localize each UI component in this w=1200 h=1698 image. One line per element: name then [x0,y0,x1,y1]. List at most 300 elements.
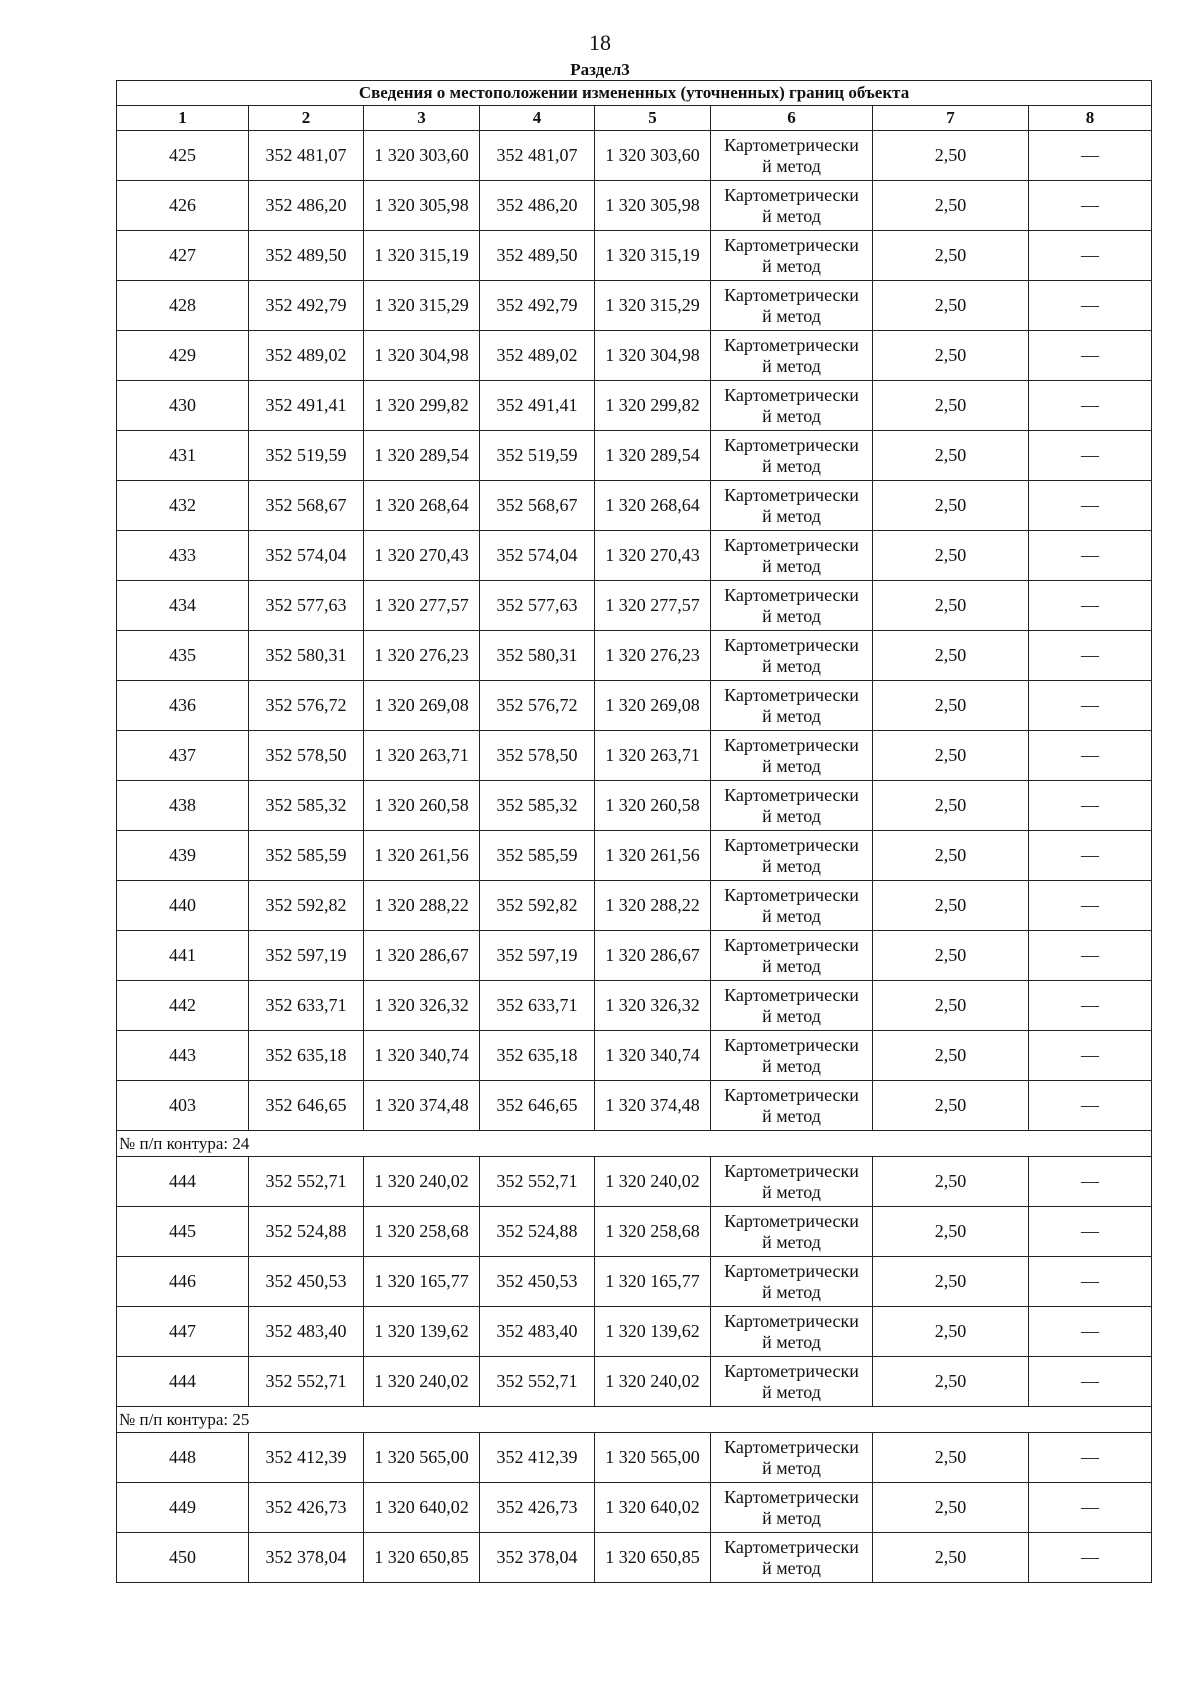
x-new: 352 491,41 [480,381,595,431]
x-old: 352 576,72 [249,681,364,731]
method-text: й метод [762,855,821,876]
column-8-value: — [1029,381,1152,431]
method-text: й метод [762,1507,821,1528]
x-new: 352 585,32 [480,781,595,831]
x-old: 352 585,59 [249,831,364,881]
method-text: й метод [762,305,821,326]
x-old: 352 486,20 [249,181,364,231]
column-8-value: — [1029,231,1152,281]
y-old: 1 320 286,67 [364,931,480,981]
x-new: 352 378,04 [480,1533,595,1583]
y-old: 1 320 276,23 [364,631,480,681]
x-old: 352 578,50 [249,731,364,781]
point-number: 403 [117,1081,249,1131]
x-old: 352 519,59 [249,431,364,481]
column-8-value: — [1029,1433,1152,1483]
y-old: 1 320 315,29 [364,281,480,331]
y-new: 1 320 276,23 [595,631,711,681]
column-number: 1 [117,106,249,131]
y-old: 1 320 270,43 [364,531,480,581]
column-8-value: — [1029,531,1152,581]
table-row [117,1307,1152,1357]
y-old: 1 320 326,32 [364,981,480,1031]
x-new: 352 412,39 [480,1433,595,1483]
contour-row [117,1131,1152,1157]
column-8-value: — [1029,781,1152,831]
method-cell [711,1533,873,1583]
accuracy: 2,50 [873,131,1029,181]
y-new: 1 320 305,98 [595,181,711,231]
contour-label: № п/п контура: 24 [117,1131,1152,1157]
column-8-value: — [1029,1533,1152,1583]
method-text: й метод [762,955,821,976]
method-text: Картометрически [724,934,859,955]
method-cell [711,231,873,281]
table-row [117,931,1152,981]
accuracy: 2,50 [873,1483,1029,1533]
x-old: 352 597,19 [249,931,364,981]
y-new: 1 320 269,08 [595,681,711,731]
method-text: й метод [762,1181,821,1202]
x-old: 352 633,71 [249,981,364,1031]
method-cell [711,531,873,581]
method-text: Картометрически [724,534,859,555]
y-new: 1 320 640,02 [595,1483,711,1533]
point-number: 442 [117,981,249,1031]
method-cell [711,881,873,931]
column-8-value: — [1029,131,1152,181]
y-old: 1 320 269,08 [364,681,480,731]
method-text: й метод [762,1457,821,1478]
method-text: Картометрически [724,784,859,805]
table-row [117,381,1152,431]
x-new: 352 492,79 [480,281,595,331]
x-new: 352 568,67 [480,481,595,531]
y-new: 1 320 304,98 [595,331,711,381]
column-8-value: — [1029,1257,1152,1307]
x-old: 352 491,41 [249,381,364,431]
method-text: й метод [762,805,821,826]
table-row [117,281,1152,331]
column-8-value: — [1029,1207,1152,1257]
table-row [117,231,1152,281]
method-text: й метод [762,905,821,926]
accuracy: 2,50 [873,481,1029,531]
column-8-value: — [1029,1357,1152,1407]
x-old: 352 412,39 [249,1433,364,1483]
x-old: 352 378,04 [249,1533,364,1583]
method-text: Картометрически [724,1436,859,1457]
accuracy: 2,50 [873,1357,1029,1407]
x-new: 352 486,20 [480,181,595,231]
y-old: 1 320 304,98 [364,331,480,381]
y-new: 1 320 289,54 [595,431,711,481]
y-new: 1 320 270,43 [595,531,711,581]
method-text: Картометрически [724,1536,859,1557]
method-text: й метод [762,705,821,726]
column-8-value: — [1029,1307,1152,1357]
y-old: 1 320 260,58 [364,781,480,831]
x-old: 352 524,88 [249,1207,364,1257]
column-8-value: — [1029,631,1152,681]
table-row [117,1483,1152,1533]
y-new: 1 320 139,62 [595,1307,711,1357]
point-number: 448 [117,1433,249,1483]
column-8-value: — [1029,181,1152,231]
column-8-value: — [1029,431,1152,481]
x-new: 352 633,71 [480,981,595,1031]
y-new: 1 320 340,74 [595,1031,711,1081]
x-old: 352 592,82 [249,881,364,931]
column-8-value: — [1029,1081,1152,1131]
table-row [117,1257,1152,1307]
accuracy: 2,50 [873,1533,1029,1583]
y-new: 1 320 258,68 [595,1207,711,1257]
method-text: Картометрически [724,384,859,405]
method-text: й метод [762,1005,821,1026]
method-text: й метод [762,1281,821,1302]
method-text: Картометрически [724,484,859,505]
method-text: Картометрически [724,984,859,1005]
point-number: 429 [117,331,249,381]
contour-row [117,1407,1152,1433]
point-number: 445 [117,1207,249,1257]
method-text: Картометрически [724,1360,859,1381]
page-number: 18 [589,30,611,55]
y-old: 1 320 263,71 [364,731,480,781]
method-text: й метод [762,1055,821,1076]
method-text: й метод [762,205,821,226]
y-old: 1 320 277,57 [364,581,480,631]
x-old: 352 426,73 [249,1483,364,1533]
y-old: 1 320 374,48 [364,1081,480,1131]
y-new: 1 320 374,48 [595,1081,711,1131]
table-row [117,1433,1152,1483]
method-cell [711,781,873,831]
column-8-value: — [1029,331,1152,381]
coordinates-table [116,80,1152,1583]
method-text: Картометрически [724,1260,859,1281]
y-old: 1 320 258,68 [364,1207,480,1257]
y-old: 1 320 299,82 [364,381,480,431]
column-number-row [117,106,1152,131]
accuracy: 2,50 [873,1257,1029,1307]
table-row [117,1031,1152,1081]
table-row [117,1157,1152,1207]
column-8-value: — [1029,1031,1152,1081]
method-text: Картометрически [724,684,859,705]
x-new: 352 481,07 [480,131,595,181]
method-text: Картометрически [724,334,859,355]
point-number: 425 [117,131,249,181]
accuracy: 2,50 [873,681,1029,731]
method-text: Картометрически [724,1310,859,1331]
x-new: 352 489,50 [480,231,595,281]
x-new: 352 450,53 [480,1257,595,1307]
accuracy: 2,50 [873,181,1029,231]
point-number: 439 [117,831,249,881]
y-new: 1 320 261,56 [595,831,711,881]
table-row [117,681,1152,731]
method-text: Картометрически [724,134,859,155]
x-new: 352 576,72 [480,681,595,731]
method-cell [711,331,873,381]
x-new: 352 646,65 [480,1081,595,1131]
method-cell [711,1483,873,1533]
column-number: 5 [595,106,711,131]
y-old: 1 320 139,62 [364,1307,480,1357]
y-new: 1 320 240,02 [595,1157,711,1207]
y-old: 1 320 303,60 [364,131,480,181]
method-cell [711,931,873,981]
y-new: 1 320 303,60 [595,131,711,181]
method-cell [711,1157,873,1207]
y-old: 1 320 340,74 [364,1031,480,1081]
x-old: 352 585,32 [249,781,364,831]
x-new: 352 552,71 [480,1157,595,1207]
table-row [117,881,1152,931]
table-row [117,1081,1152,1131]
table-body [117,131,1152,1583]
contour-label: № п/п контура: 25 [117,1407,1152,1433]
accuracy: 2,50 [873,231,1029,281]
y-new: 1 320 260,58 [595,781,711,831]
x-new: 352 635,18 [480,1031,595,1081]
column-8-value: — [1029,581,1152,631]
y-new: 1 320 240,02 [595,1357,711,1407]
point-number: 444 [117,1357,249,1407]
point-number: 431 [117,431,249,481]
method-text: й метод [762,605,821,626]
point-number: 444 [117,1157,249,1207]
point-number: 427 [117,231,249,281]
table-row [117,1357,1152,1407]
accuracy: 2,50 [873,831,1029,881]
method-text: Картометрически [724,584,859,605]
accuracy: 2,50 [873,1307,1029,1357]
x-old: 352 492,79 [249,281,364,331]
x-old: 352 552,71 [249,1157,364,1207]
accuracy: 2,50 [873,331,1029,381]
x-new: 352 585,59 [480,831,595,881]
column-8-value: — [1029,1157,1152,1207]
point-number: 449 [117,1483,249,1533]
y-new: 1 320 326,32 [595,981,711,1031]
y-new: 1 320 268,64 [595,481,711,531]
table-row [117,181,1152,231]
table-row [117,781,1152,831]
y-new: 1 320 650,85 [595,1533,711,1583]
method-cell [711,1081,873,1131]
point-number: 428 [117,281,249,331]
y-new: 1 320 165,77 [595,1257,711,1307]
table-row [117,981,1152,1031]
accuracy: 2,50 [873,531,1029,581]
method-text: Картометрически [724,1486,859,1507]
accuracy: 2,50 [873,1157,1029,1207]
accuracy: 2,50 [873,1081,1029,1131]
method-text: й метод [762,155,821,176]
table-row [117,1207,1152,1257]
section-title: Раздел3 [570,60,630,79]
method-text: й метод [762,1331,821,1352]
column-8-value: — [1029,831,1152,881]
accuracy: 2,50 [873,581,1029,631]
method-text: Картометрически [724,884,859,905]
point-number: 438 [117,781,249,831]
table-row [117,581,1152,631]
y-old: 1 320 640,02 [364,1483,480,1533]
method-cell [711,1433,873,1483]
method-cell [711,131,873,181]
accuracy: 2,50 [873,981,1029,1031]
table-row [117,131,1152,181]
method-text: Картометрически [724,1210,859,1231]
method-text: й метод [762,755,821,776]
point-number: 441 [117,931,249,981]
method-cell [711,1257,873,1307]
y-old: 1 320 650,85 [364,1533,480,1583]
method-cell [711,1307,873,1357]
column-number: 3 [364,106,480,131]
method-cell [711,1357,873,1407]
point-number: 446 [117,1257,249,1307]
y-old: 1 320 261,56 [364,831,480,881]
x-new: 352 578,50 [480,731,595,781]
method-cell [711,731,873,781]
x-new: 352 574,04 [480,531,595,581]
accuracy: 2,50 [873,731,1029,781]
x-old: 352 450,53 [249,1257,364,1307]
table-row [117,831,1152,881]
method-text: й метод [762,355,821,376]
table-row [117,481,1152,531]
accuracy: 2,50 [873,1433,1029,1483]
column-8-value: — [1029,981,1152,1031]
column-8-value: — [1029,931,1152,981]
table-caption: Сведения о местоположении измененных (уточненных) границ объекта [117,81,1152,106]
table-row [117,531,1152,581]
y-old: 1 320 240,02 [364,1157,480,1207]
point-number: 430 [117,381,249,431]
method-cell [711,631,873,681]
y-new: 1 320 315,19 [595,231,711,281]
x-old: 352 646,65 [249,1081,364,1131]
point-number: 435 [117,631,249,681]
point-number: 450 [117,1533,249,1583]
method-cell [711,681,873,731]
x-new: 352 577,63 [480,581,595,631]
method-text: й метод [762,1105,821,1126]
column-number: 4 [480,106,595,131]
accuracy: 2,50 [873,1031,1029,1081]
method-text: й метод [762,255,821,276]
method-text: й метод [762,405,821,426]
y-new: 1 320 565,00 [595,1433,711,1483]
y-old: 1 320 288,22 [364,881,480,931]
accuracy: 2,50 [873,781,1029,831]
column-8-value: — [1029,281,1152,331]
accuracy: 2,50 [873,881,1029,931]
method-cell [711,481,873,531]
y-old: 1 320 315,19 [364,231,480,281]
y-old: 1 320 268,64 [364,481,480,531]
x-old: 352 568,67 [249,481,364,531]
x-old: 352 481,07 [249,131,364,181]
column-number: 2 [249,106,364,131]
point-number: 437 [117,731,249,781]
point-number: 447 [117,1307,249,1357]
accuracy: 2,50 [873,631,1029,681]
y-old: 1 320 305,98 [364,181,480,231]
x-old: 352 580,31 [249,631,364,681]
x-new: 352 597,19 [480,931,595,981]
method-cell [711,1031,873,1081]
method-cell [711,581,873,631]
x-new: 352 592,82 [480,881,595,931]
method-cell [711,431,873,481]
method-text: Картометрически [724,184,859,205]
point-number: 432 [117,481,249,531]
x-old: 352 577,63 [249,581,364,631]
method-text: й метод [762,555,821,576]
accuracy: 2,50 [873,1207,1029,1257]
point-number: 436 [117,681,249,731]
method-text: й метод [762,505,821,526]
column-8-value: — [1029,681,1152,731]
method-cell [711,981,873,1031]
y-old: 1 320 565,00 [364,1433,480,1483]
method-text: Картометрически [724,634,859,655]
x-old: 352 635,18 [249,1031,364,1081]
x-old: 352 574,04 [249,531,364,581]
point-number: 440 [117,881,249,931]
x-new: 352 552,71 [480,1357,595,1407]
method-text: й метод [762,1231,821,1252]
x-old: 352 489,02 [249,331,364,381]
table-row [117,431,1152,481]
y-new: 1 320 286,67 [595,931,711,981]
table-row [117,631,1152,681]
accuracy: 2,50 [873,381,1029,431]
x-new: 352 519,59 [480,431,595,481]
x-new: 352 580,31 [480,631,595,681]
x-old: 352 483,40 [249,1307,364,1357]
accuracy: 2,50 [873,431,1029,481]
x-new: 352 426,73 [480,1483,595,1533]
column-number: 8 [1029,106,1152,131]
method-text: Картометрически [724,1034,859,1055]
column-8-value: — [1029,731,1152,781]
point-number: 433 [117,531,249,581]
point-number: 443 [117,1031,249,1081]
method-cell [711,1207,873,1257]
method-cell [711,831,873,881]
method-text: Картометрически [724,434,859,455]
column-number: 6 [711,106,873,131]
x-new: 352 489,02 [480,331,595,381]
accuracy: 2,50 [873,931,1029,981]
y-old: 1 320 240,02 [364,1357,480,1407]
y-new: 1 320 315,29 [595,281,711,331]
method-text: й метод [762,1381,821,1402]
method-text: й метод [762,455,821,476]
table-row [117,331,1152,381]
table-row [117,731,1152,781]
method-cell [711,381,873,431]
x-new: 352 524,88 [480,1207,595,1257]
method-text: й метод [762,1557,821,1578]
